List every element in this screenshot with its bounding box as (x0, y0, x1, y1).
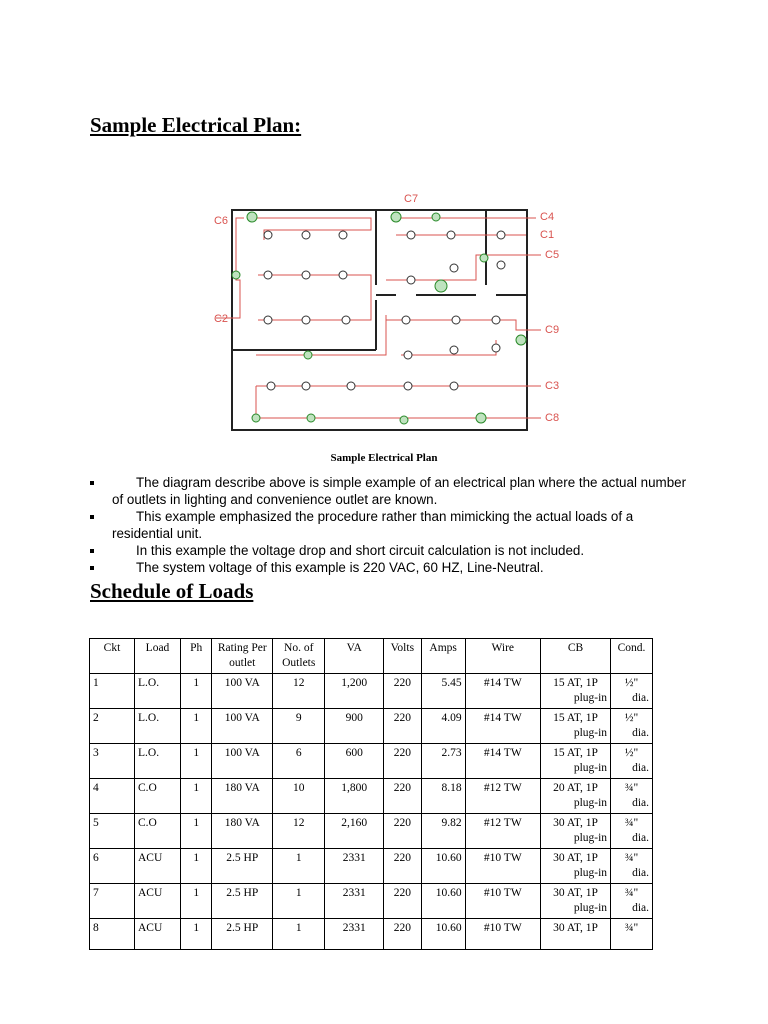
circuit-label: C9 (545, 324, 560, 336)
col-header: Load (134, 639, 180, 674)
table-cell: 1 (181, 744, 212, 779)
table-cell: C.O (134, 814, 180, 849)
col-header: Cond. (611, 639, 653, 674)
table-cell: 5 (90, 814, 135, 849)
bullet-item: The diagram describe above is simple example of an electrical plan where the actual number of outlets in lighting and convenience outlet are known. (90, 474, 690, 508)
circuit-label: C7 (404, 193, 419, 205)
table-cell: #10 TW (465, 884, 540, 919)
table-cell: 9 (273, 709, 325, 744)
table-row (90, 814, 653, 849)
table-cell: 8.18 (421, 779, 465, 814)
circuit-label: C3 (545, 380, 560, 392)
table-cell: 3 (90, 744, 135, 779)
col-header: Volts (384, 639, 422, 674)
table-cell: #14 TW (465, 709, 540, 744)
col-header: Amps (421, 639, 465, 674)
table-cell: 1 (181, 779, 212, 814)
bullet-item: The system voltage of this example is 220 VAC, 60 HZ, Line-Neutral. (90, 559, 690, 576)
table-cell: 1 (273, 849, 325, 884)
table-cell: 1 (181, 919, 212, 950)
table-cell: 100 VA (212, 709, 273, 744)
table-row (90, 919, 653, 950)
col-header: Rating Per outlet (212, 639, 273, 674)
table-cell: 220 (384, 919, 422, 950)
table-cell: L.O. (134, 744, 180, 779)
table-cell: ¾" dia. (611, 884, 653, 919)
table-cell: ACU (134, 919, 180, 950)
table-cell: #14 TW (465, 674, 540, 709)
table-cell: 100 VA (212, 744, 273, 779)
table-cell: 2.5 HP (212, 884, 273, 919)
table-row (90, 884, 653, 919)
circuit-label: C2 (213, 313, 228, 325)
col-header: Ckt (90, 639, 135, 674)
table-cell: 8 (90, 919, 135, 950)
col-header: CB (540, 639, 610, 674)
table-cell: 12 (273, 674, 325, 709)
table-cell: 220 (384, 674, 422, 709)
table-cell: 220 (384, 709, 422, 744)
table-cell: L.O. (134, 709, 180, 744)
table-cell: 4.09 (421, 709, 465, 744)
table-cell: 1 (181, 814, 212, 849)
plan-caption: Sample Electrical Plan (330, 452, 438, 464)
table-cell: 2,160 (325, 814, 384, 849)
plan-heading: Sample Electrical Plan: (90, 113, 302, 137)
table-row (90, 709, 653, 744)
table-cell: 600 (325, 744, 384, 779)
table-cell: 2331 (325, 884, 384, 919)
table-cell: #10 TW (465, 919, 540, 950)
table-cell: 15 AT, 1P plug-in (540, 674, 610, 709)
table-cell: 1 (181, 849, 212, 884)
table-cell: #10 TW (465, 849, 540, 884)
table-cell: #14 TW (465, 744, 540, 779)
table-cell: 180 VA (212, 779, 273, 814)
table-cell: 2.5 HP (212, 849, 273, 884)
table-cell: 1,800 (325, 779, 384, 814)
table-cell: ¾" dia. (611, 814, 653, 849)
table-cell: 5.45 (421, 674, 465, 709)
circuit-label: C5 (545, 249, 560, 261)
table-cell: 6 (90, 849, 135, 884)
table-cell: 15 AT, 1P plug-in (540, 744, 610, 779)
electrical-plan-diagram (196, 190, 576, 450)
table-cell: ¾" (611, 919, 653, 950)
table-row (90, 674, 653, 709)
table-cell: ½" dia. (611, 674, 653, 709)
table-cell: 220 (384, 744, 422, 779)
table-cell: ¾" dia. (611, 779, 653, 814)
table-cell: 30 AT, 1P (540, 919, 610, 950)
convenience-outlets (232, 212, 526, 424)
table-cell: 30 AT, 1P plug-in (540, 849, 610, 884)
table-cell: 10 (273, 779, 325, 814)
table-cell: 100 VA (212, 674, 273, 709)
table-cell: 220 (384, 849, 422, 884)
table-cell: 2331 (325, 919, 384, 950)
table-cell: 7 (90, 884, 135, 919)
table-cell: 1 (273, 919, 325, 950)
table-cell: 30 AT, 1P plug-in (540, 884, 610, 919)
table-cell: 2.5 HP (212, 919, 273, 950)
bullet-item: In this example the voltage drop and short circuit calculation is not included. (90, 542, 690, 559)
circuit-label: C1 (540, 229, 555, 241)
table-cell: 15 AT, 1P plug-in (540, 709, 610, 744)
table-cell: 180 VA (212, 814, 273, 849)
bullet-item: This example emphasized the procedure rather than mimicking the actual loads of a residential unit. (90, 508, 690, 542)
table-row (90, 779, 653, 814)
table-cell: 10.60 (421, 849, 465, 884)
col-header: No. of Outlets (273, 639, 325, 674)
table-cell: #12 TW (465, 779, 540, 814)
table-cell: 1 (90, 674, 135, 709)
table-cell: 6 (273, 744, 325, 779)
table-cell: C.O (134, 779, 180, 814)
table-cell: 10.60 (421, 884, 465, 919)
table-cell: ½" dia. (611, 709, 653, 744)
table-cell: ¾" dia. (611, 849, 653, 884)
circuit-label: C6 (213, 215, 228, 227)
table-cell: 220 (384, 814, 422, 849)
table-cell: 10.60 (421, 919, 465, 950)
table-cell: 12 (273, 814, 325, 849)
table-row (90, 849, 653, 884)
table-cell: 1 (181, 884, 212, 919)
table-cell: 1 (181, 709, 212, 744)
circuit-label: C8 (545, 412, 560, 424)
circuit-label: C4 (540, 211, 555, 223)
table-cell: 20 AT, 1P plug-in (540, 779, 610, 814)
table-cell: 30 AT, 1P plug-in (540, 814, 610, 849)
table-cell: ACU (134, 884, 180, 919)
table-cell: 1 (273, 884, 325, 919)
table-cell: 9.82 (421, 814, 465, 849)
table-cell: ½" dia. (611, 744, 653, 779)
table-cell: L.O. (134, 674, 180, 709)
table-cell: 220 (384, 779, 422, 814)
schedule-heading: Schedule of Loads (90, 579, 254, 603)
table-cell: 900 (325, 709, 384, 744)
table-cell: 2331 (325, 849, 384, 884)
lighting-outlets (264, 231, 505, 390)
schedule-of-loads-table (89, 638, 653, 950)
table-row (90, 744, 653, 779)
table-cell: 2.73 (421, 744, 465, 779)
table-cell: 220 (384, 884, 422, 919)
col-header: VA (325, 639, 384, 674)
col-header: Wire (465, 639, 540, 674)
table-cell: 1 (181, 674, 212, 709)
table-header-row (90, 639, 653, 674)
table-cell: #12 TW (465, 814, 540, 849)
table-cell: 1,200 (325, 674, 384, 709)
description-list (90, 474, 690, 576)
table-cell: 2 (90, 709, 135, 744)
col-header: Ph (181, 639, 212, 674)
table-cell: ACU (134, 849, 180, 884)
table-cell: 4 (90, 779, 135, 814)
